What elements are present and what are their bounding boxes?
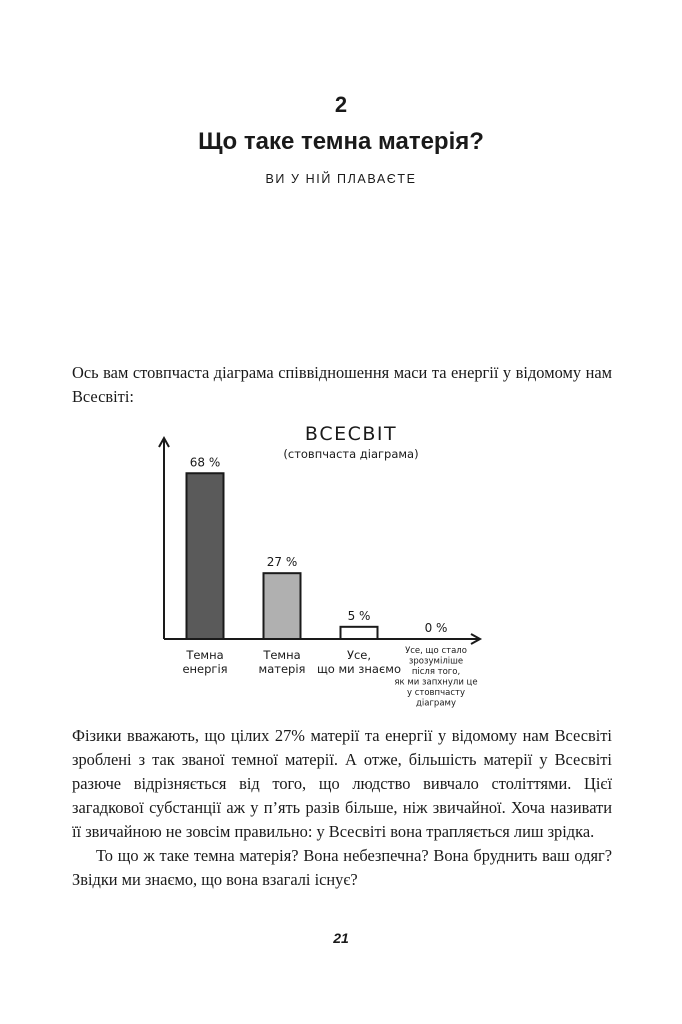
universe-bar-chart <box>0 412 682 722</box>
category-label-3-2: після того, <box>411 667 461 677</box>
category-label-2-1: що ми знаємо <box>316 662 402 676</box>
category-label-2-0: Усе, <box>346 648 372 662</box>
value-label-1: 27 % <box>266 555 298 570</box>
chart-title: ВСЕСВІТ <box>304 423 398 445</box>
chapter-title: Що таке темна матерія? <box>198 128 484 155</box>
chart-svg <box>0 412 682 722</box>
category-label-0-0: Темна <box>186 648 224 662</box>
category-label-3-0: Усе, що стало <box>405 646 467 656</box>
category-label-3-1: зрозуміліше <box>408 656 464 667</box>
value-label-3: 0 % <box>424 621 448 635</box>
chart-labels <box>182 455 477 708</box>
body-paragraphs <box>72 724 612 892</box>
category-label-3-4: у стовпчасту <box>406 688 466 698</box>
category-label-1-0: Темна <box>263 648 301 662</box>
page-number: 21 <box>333 930 349 946</box>
chart-subtitle: (стовпчаста діаграма) <box>283 447 419 461</box>
chapter-number: 2 <box>334 92 348 117</box>
bar-1 <box>264 573 301 639</box>
bar-2 <box>341 627 378 639</box>
category-label-3-5: діаграму <box>416 698 456 709</box>
body-paragraph-2: То що ж таке темна матерія? Вона небезпечна? Вона бруднить ваш одяг? Звідки ми знаємо, що вона взагалі існує? <box>72 846 612 889</box>
chapter-subtitle: ВИ У НІЙ ПЛАВАЄТЕ <box>265 172 417 186</box>
value-label-0: 68 % <box>189 455 221 470</box>
value-label-2: 5 % <box>347 608 371 623</box>
intro-paragraph <box>72 361 612 409</box>
intro-text: Ось вам стовпчаста діаграма співвідношення маси та енергії у відомому нам Всесвіті: <box>72 363 612 406</box>
body-paragraph-1: Фізики вважають, що цілих 27% матерії та енергії у відомому нам Всесвіті зроблені з так званої темної матерії. А отже, більшість матерії у Всесвіті разюче відрізняється від того, що людство вивчало століттями. Цієї загадкової субстанції аж у п’ять разів більше, ніж звичайної. Хоча називати її звичайною не зовсім правильно: у Всесвіті вона трапляється лиш зрідка. <box>72 726 612 841</box>
category-label-3-3: як ми запхнули це <box>394 677 478 688</box>
category-label-1-1: матерія <box>258 662 306 676</box>
bar-0 <box>187 473 224 639</box>
category-label-0-1: енергія <box>182 662 228 676</box>
